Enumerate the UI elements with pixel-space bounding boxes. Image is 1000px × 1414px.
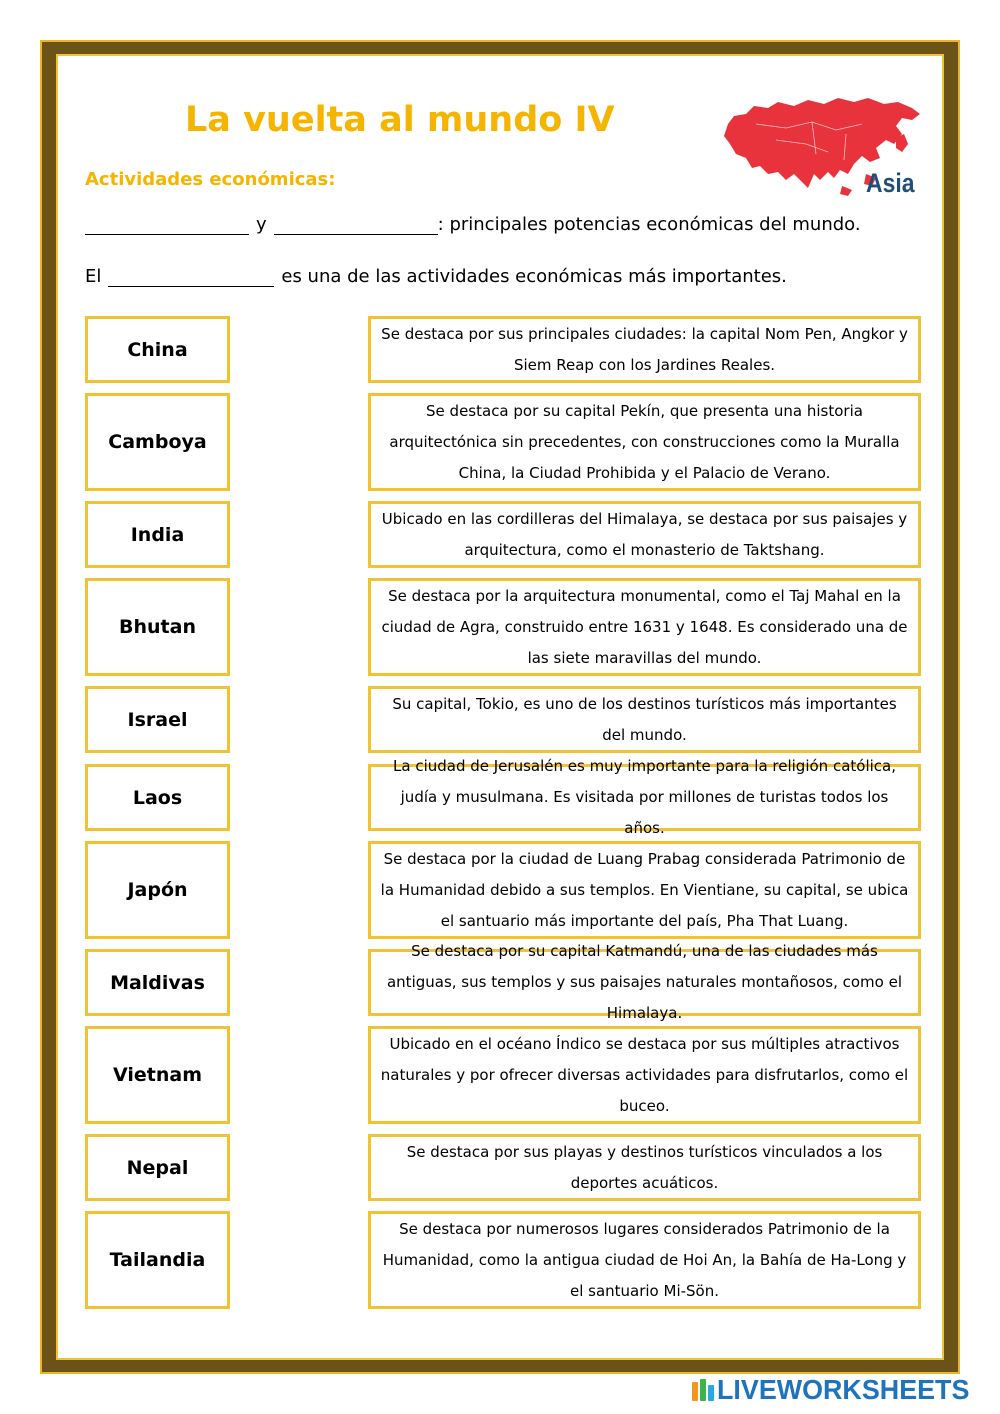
country-label: Maldivas bbox=[110, 971, 205, 994]
description-box[interactable] bbox=[368, 316, 921, 383]
answer-blank-3[interactable] bbox=[108, 269, 274, 287]
country-box[interactable] bbox=[85, 393, 230, 491]
sentence-1-conjunction: y bbox=[256, 214, 267, 235]
country-box[interactable] bbox=[85, 1134, 230, 1201]
description-box[interactable] bbox=[368, 578, 921, 676]
liveworksheets-logo bbox=[692, 1376, 980, 1404]
sentence-1 bbox=[85, 214, 861, 235]
answer-blank-2[interactable] bbox=[274, 217, 438, 235]
country-box[interactable] bbox=[85, 841, 230, 939]
description-box[interactable] bbox=[368, 686, 921, 753]
country-box[interactable] bbox=[85, 1026, 230, 1124]
country-box[interactable] bbox=[85, 578, 230, 676]
liveworksheets-wordmark: LIVEWORKSHEETS bbox=[717, 1374, 970, 1405]
country-label: Laos bbox=[132, 786, 183, 809]
description-box[interactable] bbox=[368, 757, 921, 837]
sentence-2-start: El bbox=[85, 266, 102, 287]
description-box[interactable] bbox=[368, 1211, 921, 1309]
country-label: Vietnam bbox=[113, 1064, 202, 1086]
description-text: Ubicado en el océano Índico se destaca por sus múltiples atractivos naturales y por ofrecer diversas actividades para disfrutarlos, como el buceo. bbox=[380, 1034, 909, 1115]
country-label: Israel bbox=[127, 708, 188, 731]
country-box[interactable] bbox=[85, 316, 230, 383]
country-label: China bbox=[127, 338, 188, 361]
sentence-1-rest: : principales potencias económicas del mundo. bbox=[437, 214, 861, 235]
description-box[interactable] bbox=[368, 1134, 921, 1201]
description-text: Se destaca por su capital Katmandú, una de las ciudades más antiguas, sus templos y sus paisajes naturales montañosos, como el Himalaya. bbox=[386, 942, 902, 1022]
answer-blank-1[interactable] bbox=[85, 217, 249, 235]
country-box[interactable] bbox=[85, 1211, 230, 1309]
country-label: India bbox=[130, 523, 185, 546]
description-box[interactable] bbox=[368, 1026, 921, 1124]
liveworksheets-icon bbox=[692, 1379, 714, 1401]
description-text: La ciudad de Jerusalén es muy importante para la religión católica, judía y musulmana. Es visitada por millones de turistas todos los años. bbox=[393, 757, 896, 837]
description-text: Se destaca por numerosos lugares considerados Patrimonio de la Humanidad, como la antigua ciudad de Hoi An, la Bahía de Ha-Long y el santuario Mi-Sön. bbox=[382, 1219, 907, 1300]
description-box[interactable] bbox=[368, 841, 921, 939]
country-label: Japón bbox=[127, 879, 188, 901]
country-label: Nepal bbox=[126, 1156, 189, 1179]
description-text: Su capital, Tokio, es uno de los destinos turísticos más importantes del mundo. bbox=[392, 694, 897, 744]
country-box[interactable] bbox=[85, 949, 230, 1016]
description-text: Se destaca por su capital Pekín, que presenta una historia arquitectónica sin precedentes, con construcciones como la Muralla China, la Ciudad Prohibida y el Palacio de Verano. bbox=[389, 401, 900, 482]
country-label: Bhutan bbox=[119, 616, 196, 638]
description-text: Ubicado en las cordilleras del Himalaya, se destaca por sus paisajes y arquitectura, como el monasterio de Taktshang. bbox=[381, 509, 908, 559]
subtitle: Actividades económicas: bbox=[85, 169, 336, 190]
description-box[interactable] bbox=[368, 393, 921, 491]
country-label: Camboya bbox=[108, 431, 207, 453]
description-text: Se destaca por sus principales ciudades: la capital Nom Pen, Angkor y Siem Reap con los Jardines Reales. bbox=[381, 324, 908, 374]
sentence-2 bbox=[85, 266, 787, 287]
country-box[interactable] bbox=[85, 764, 230, 831]
description-text: Se destaca por la ciudad de Luang Prabag considerada Patrimonio de la Humanidad debido a sus templos. En Vientiane, su capital, se ubica el santuario más importante del país, Pha That Luang. bbox=[380, 849, 909, 930]
country-box[interactable] bbox=[85, 501, 230, 568]
description-text: Se destaca por la arquitectura monumental, como el Taj Mahal en la ciudad de Agra, construido entre 1631 y 1648. Es considerado una de las siete maravillas del mundo. bbox=[381, 586, 908, 667]
map-label: Asia bbox=[866, 168, 915, 198]
description-text: Se destaca por sus playas y destinos turísticos vinculados a los deportes acuáticos. bbox=[406, 1142, 883, 1192]
description-box[interactable] bbox=[368, 501, 921, 568]
worksheet-title: La vuelta al mundo IV bbox=[185, 100, 615, 140]
country-label: Tailandia bbox=[109, 1249, 206, 1271]
description-box[interactable] bbox=[368, 942, 921, 1022]
sentence-2-rest: es una de las actividades económicas más importantes. bbox=[281, 266, 787, 287]
country-box[interactable] bbox=[85, 686, 230, 753]
